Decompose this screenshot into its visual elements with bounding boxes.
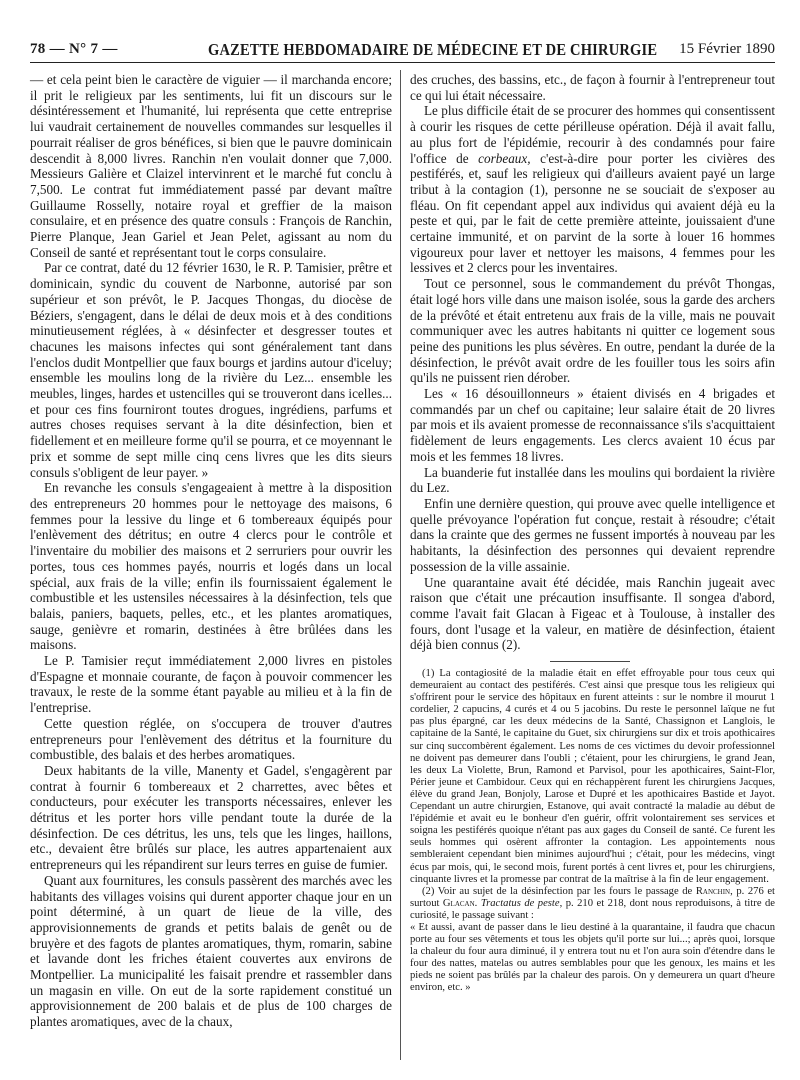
paragraph: Cette question réglée, on s'occupera de trouver d'autres entrepreneurs pour l'enlèvement des détritus et la fourniture du combustible, des balais et des herbes aromatiques. [30,715,392,763]
footnote-1: (1) La contagiosité de la maladie était en effet effroyable pour tous ceux qui demeuraient au contact des pestiférés. C'est ainsi que presque tous les religieux qui s'offrirent pour le service des hôpitaux en furent atteints : sur le nombre il mourut 1 cordelier, 2 capucins, 4 curés et 4 ou 5 jacobins. Du reste le personnel laïque ne fut pas plus épargné, car les deux médecins de la Santé, Chassignon et Langlois, le capitaine de la Santé, le capitaine du Guet, six chirurgiens sur dix et trois apothicaires sur cinq succombèrent également. Les noms de ces victimes du devoir professionnel ne doivent pas demeurer dans l'oubli ; c'étaient, pour les chirurgiens, le grand Jean, les deux La Violette, Brun, Ramond et Parvisol, pour les apothicaires, Saint-Flor, Périer jeune et Cambidour. Ceux qui en réchappèrent furent les chirurgiens Jacques, élève du grand Jean, Bonjoly, Larose et Dupré et les apothicaires Bastide et Jayot. Cependant un autre chirurgien, Estanove, qui avait contracté la maladie au début de l'épidémie et avait eu le bonheur d'en guérir, offrit volontairement ses services et soigna les pestiférés quoique n'étant pas aux gages du Conseil de santé. Ce furent les seuls hommes qui osèrent affronter la contagion. Les appointements nous sembleraient cependant bien minimes aujourd'hui ; c'était, pour les médecins, vingt écus par mois, qui, le second mois, furent portés à cent livres et, pour les chirurgiens, cinquante livres et la promesse par contrat de la maîtrise à la fin de leur engagement. [410,668,775,885]
right-column [410,72,775,995]
paragraph: La buanderie fut installée dans les moulins qui bordaient la rivière du Lez. [410,464,775,496]
paragraph: Deux habitants de la ville, Manenty et Gadel, s'engagèrent par contrat à fournir 6 tombereaux et 2 charrettes, avec bêtes et conducteurs, pour exécuter les transports nécessaires, enlever les détritus et les porter hors ville pendant toute la durée de la désinfection. De ces détritus, les uns, tels que les linges, haillons, etc., devaient être brûlés sur place, les autres appartenaient aux entrepreneurs qui les répandirent sur leurs terres en guise de fumier. [30,762,392,873]
italic-term: corbeaux, [478,150,531,166]
paragraph: Le P. Tamisier reçut immédiatement 2,000 livres en pistoles d'Espagne et monnaie courante, de façon à pouvoir commencer les travaux, le reste de la somme étant payable au milieu et à la fin de l'entreprise. [30,653,392,716]
page-header [30,38,775,64]
paragraph: Une quarantaine avait été décidée, mais Ranchin jugeait avec raison que c'était une précaution insuffisante. Il songea d'abord, comme l'avait fait Glacan à Figeac et à Toulouse, à installer des fours, dont l'usage et la valeur, en matière de désinfection, étaient déjà bien connus (2). [410,574,775,653]
paragraph-text: c'est-à-dire pour porter les civières des pestiférés, et, sauf les religieux qui d'ailleurs avaient payé un large tribut à la contagion (1), personne ne se souciait de s'exposer au fléau. On fit cependant appel aux individus qui avaient déjà eu la peste et qui, par le fait de cette première atteinte, jouissaient d'une certaine immunité, et on parvint de la sorte à louer 16 hommes vigoureux pour laver et nettoyer les maisons, 4 femmes pour les lessives et 2 clercs pour les inventaires. [410,150,775,276]
author-name: Ranchin [695,885,731,897]
header-rule [30,62,775,63]
paragraph: Par ce contrat, daté du 12 février 1630, le R. P. Tamisier, prêtre et dominicain, syndic du couvent de Narbonne, autorisé par son supérieur et son prévôt, le P. Jacques Thongas, du diocèse de Béziers, s'engagent, dans le délai de deux mois et à des conditions minutieusement réglées, à « désinfecter et desgresser toutes et chacunes les maisons infectes qui sont généralement tant dans l'enclos dudit Montpellier que faux bourgs et jardins autour d'iceluy; ensemble les moulins long de la rivière du Lez... ensemble les meubles, linges, hardes et ustencilles qui se trouveront dans icelles... et pour ces fins fourniront toutes drogues, ingrédiens, parfums et autres choses requises servant à la dite désinfection, bien et fidellement et en meilleure forme qu'il se pourra, et ce moyennant le prix et somme de sept mille cinq cens livres que les dits sieurs consuls s'obligent de leur payer. » [30,260,392,480]
journal-title: GAZETTE HEBDOMADAIRE DE MÉDECINE ET DE CHIRURGIE [208,41,658,60]
paragraph: des cruches, des bassins, etc., de façon à fournir à l'entrepreneur tout ce qui lui était nécessaire. [410,72,775,103]
paragraph: Les « 16 désouillonneurs » étaient divisés en 4 brigades et commandés par un chef ou capitaine; leur salaire était de 20 livres par mois et ils avaient promesse de reconnaissance s'ils s'acquittaient fidèlement de leurs engagements. Les clercs avaient 10 écus par mois et les femmes 18 livres. [410,386,775,464]
footnote-text: (2) Voir au sujet de la désinfection par les fours le passage de [422,885,696,897]
footnote-text: p. 210 et 218, dont nous reproduisons, à titre de curiosité, le passage suivant : [410,897,775,921]
footnote-text: . [474,897,481,909]
book-title: Tractatus de peste, [480,897,563,909]
footnote-rule [550,661,630,662]
paragraph: En revanche les consuls s'engageaient à mettre à la disposition des entrepreneurs 20 hommes pour le nettoyage des maisons, 6 femmes pour la lessive du linge et 6 tombereaux équipés pour l'enlèvement des détritus; en outre 4 clercs pour le contrôle et l'inventaire du mobilier des maisons et 2 serruriers pour ouvrir les portes, tous ces hommes payés, nourris et logés dans un local spécial, aux frais de la ville; enfin ils fournissaient également le combustible et les ustensiles nécessaires à la désinfection, tels que balais, paniers, baquets, pelles, etc., et les plantes aromatiques, sauge, genièvre et romarin, destinées à être brûlées dans les maisons. [30,480,392,653]
footnote-text: , p. 276 et surtout [410,885,775,909]
footnote-quote: « Et aussi, avant de passer dans le lieu destiné à la quarantaine, il faudra que chacun porte au four ses vêtements et tous les objets qu'il porte sur lui...; après quoi, lorsque la chaleur du four aura diminué, il y entrera tout nu et l'on aura soin d'étendre dans le four des nattes, matelas ou autres semblables pour que les genoux, les mains et les pieds ne soient pas brûlés par la chaleur des parois. On y demeurera un quart d'heure environ, etc. » [410,921,775,994]
page-number: 78 — N° 7 — [30,41,118,57]
paragraph: Enfin une dernière question, qui prouve avec quelle intelligence et quelle prévoyance l'opération fut conçue, restait à résoudre; c'était dans la crainte que des germes ne fussent importés à nouveau par les habitants, la désinfection des personnes qui devaient reprendre possession de la ville assainie. [410,495,775,574]
paragraph: Quant aux fournitures, les consuls passèrent des marchés avec les habitants des villages voisins qui durent apporter chaque jour en un point déterminé, à un quart de lieue de la ville, des approvisionnements de grands et petits balais de genêt ou de bruyère et des fagots de plantes aromatiques, thym, romarin, sabine et lavande dont les friches étaient couvertes aux environs de Montpellier. La municipalité les faisait prendre et rassembler dans un magasin en ville. On eut de la sorte rapidement constitué un approvisionnement de 200 balais et de plus de 100 charges de plantes aromatiques, avec de la chaux, [30,872,392,1030]
footnote-2 [410,886,775,922]
left-column [30,72,392,1030]
issue-date: 15 Février 1890 [679,41,775,57]
author-name: Glacan [442,897,475,909]
paragraph [410,103,775,276]
footnotes [410,668,775,995]
paragraph-text: Le plus difficile était de se procurer des hommes qui consentissent à courir les risques de cette périlleuse opération. Déjà il avait fallu, au plus fort de l'épidémie, recourir à des condamnés pour faire l'office de [410,103,775,166]
paragraph: — et cela peint bien le caractère de viguier — il marchanda encore; il prit le religieux par les sentiments, lui fit un discours sur le désintéressement et l'humanité, lui représenta que cette entreprise lui vaudrait certainement de nouvelles commandes sur lesquelles il pourrait réaliser de gros bénéfices, si bien que le pauvre dominicain descendit à 8,000 livres. Ranchin n'en voulait donner que 7,000. Messieurs Galière et Claizel intervinrent et le marché fut conclu à 7,500. Le contrat fut immédiatement passé par devant maître Guillaume Rosselly, notaire royal et greffier de la maison consulaire, et en présence des quatre consuls : François de Ranchin, Pierre Planque, Jean Gariel et Jean Pelet, agissant au nom du Conseil de santé et représentant tout le corps consulaire. [30,72,392,260]
paragraph: Tout ce personnel, sous le commandement du prévôt Thongas, était logé hors ville dans une maison isolée, sous la garde des archers de la prévôté et était entretenu aux frais de la ville, mais ne pouvait communiquer avec les autres habitants ni quitter ce logement sous peine des punitions les plus sévères. En outre, pendant la durée de la désinfection, le prévôt avait ordre de les fouiller tous les soirs afin qu'ils ne puissent rien dérober. [410,276,775,386]
column-divider [400,70,401,1060]
